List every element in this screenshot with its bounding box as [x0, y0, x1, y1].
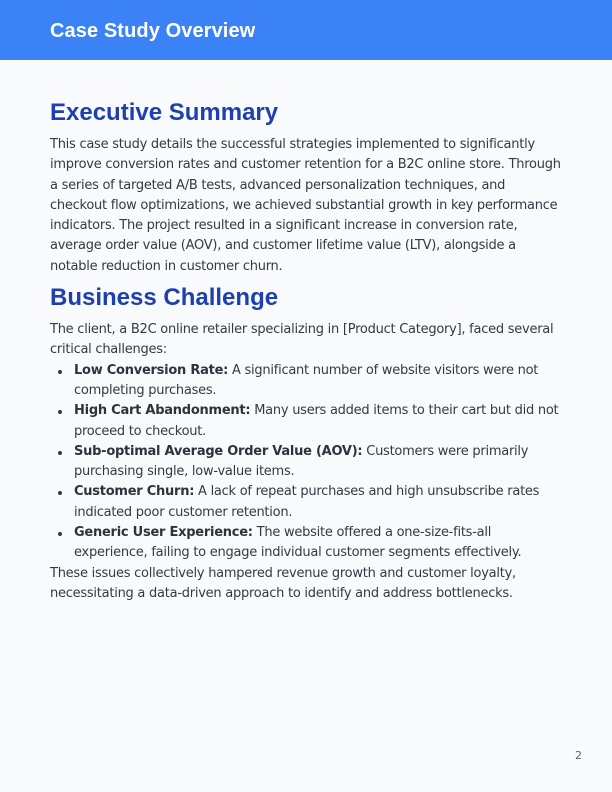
challenge-item	[74, 401, 562, 442]
challenge-term: Customer Churn:	[74, 484, 195, 500]
challenge-item	[74, 523, 562, 564]
challenge-list	[50, 361, 562, 564]
challenge-term: High Cart Abandonment:	[74, 403, 251, 419]
business-challenge-conclusion: These issues collectively hampered revenue growth and customer loyalty, necessitating a data-driven approach to identify and address bottlenecks.	[50, 565, 516, 601]
header-title: Case Study Overview	[50, 20, 256, 42]
challenge-text: Many users added items to their cart but did not proceed to checkout.	[74, 403, 559, 439]
page-header	[0, 0, 612, 60]
executive-summary-text: This case study details the successful strategies implemented to significantly improve conversion rates and customer retention for a B2C online store. Through a series of targeted A/B tests, advanced personalization techniques, and checkout flow optimizations, we achieved substantial growth in key performance indicators. The project resulted in a significant increase in conversion rate, average order value (AOV), and customer lifetime value (LTV), alongside a notable reduction in customer churn.	[50, 137, 561, 274]
business-challenge-heading: Business Challenge	[50, 284, 279, 312]
business-challenge-intro: The client, a B2C online retailer specializing in [Product Category], faced several critical challenges:	[50, 322, 554, 358]
challenge-term: Sub-optimal Average Order Value (AOV):	[74, 443, 363, 459]
challenge-item	[74, 442, 562, 483]
page-number: 2	[575, 749, 582, 762]
challenge-item	[74, 361, 562, 402]
challenge-text: A significant number of website visitors were not completing purchases.	[74, 362, 539, 398]
challenge-term: Low Conversion Rate:	[74, 362, 229, 378]
challenge-item	[74, 482, 562, 523]
challenge-text: A lack of repeat purchases and high unsubscribe rates indicated poor customer retention.	[74, 484, 540, 520]
challenge-text: Customers were primarily purchasing single, low-value items.	[74, 443, 529, 480]
executive-summary-heading: Executive Summary	[50, 99, 279, 126]
challenge-term: Generic User Experience:	[74, 525, 253, 541]
challenge-text: The website offered a one-size-fits-all experience, failing to engage individual customer segments effectively.	[74, 525, 522, 561]
document-body	[0, 98, 612, 604]
